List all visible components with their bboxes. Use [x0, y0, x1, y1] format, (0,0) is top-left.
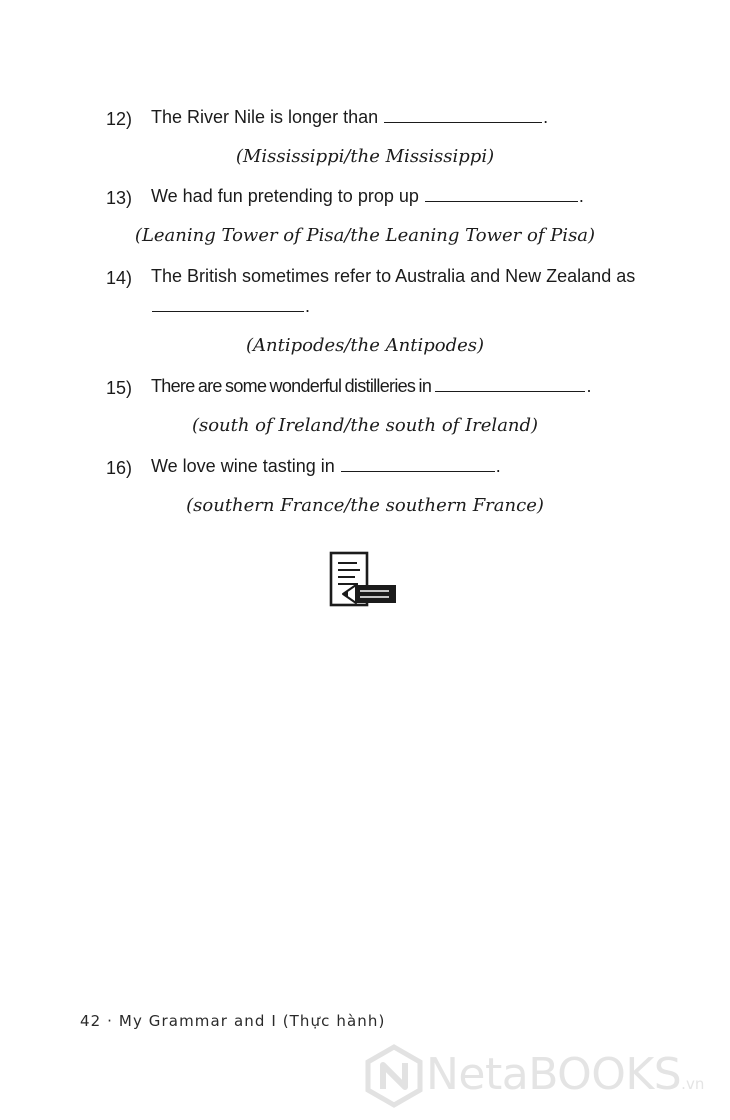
- netabooks-logo-icon: [364, 1044, 424, 1108]
- watermark-brand: NetaBOOKS: [426, 1049, 682, 1100]
- watermark-text: [426, 1048, 704, 1111]
- question-number: 16): [106, 458, 133, 478]
- question-text: [151, 371, 656, 401]
- answer-options: (south of Ireland/the south of Ireland): [191, 415, 539, 436]
- answer-blank[interactable]: [435, 376, 585, 392]
- question-prompt: There are some wonderful distilleries in: [151, 376, 432, 396]
- question-number: 13): [106, 188, 133, 208]
- answer-options: (Antipodes/the Antipodes): [245, 335, 485, 356]
- page-footer: [80, 1012, 385, 1030]
- footer-separator: ·: [107, 1012, 114, 1030]
- question-end: .: [543, 107, 549, 127]
- question-text: [151, 102, 656, 132]
- answer-blank[interactable]: [341, 456, 495, 472]
- page-number: 42: [80, 1012, 102, 1030]
- book-title: My Grammar and I (Thực hành): [118, 1012, 386, 1030]
- question-number: 12): [106, 109, 133, 129]
- question-prompt: We love wine tasting in: [151, 456, 335, 476]
- question-end: .: [495, 456, 501, 476]
- worksheet-pencil-icon: [329, 551, 399, 609]
- answer-options: (southern France/the southern France): [186, 495, 544, 516]
- question-end: .: [305, 296, 311, 316]
- publisher-watermark: [364, 1044, 705, 1110]
- answer-blank[interactable]: [384, 107, 542, 123]
- watermark-suffix: .vn: [681, 1075, 705, 1093]
- question-prompt: The British sometimes refer to Australia and New Zealand as: [151, 266, 636, 286]
- question-number: 15): [106, 378, 133, 398]
- question-text: [151, 181, 656, 211]
- answer-blank[interactable]: [425, 186, 578, 202]
- question-text: [151, 261, 656, 321]
- question-text: [151, 451, 656, 481]
- answer-blank[interactable]: [152, 296, 304, 312]
- question-end: .: [578, 186, 584, 206]
- question-end: .: [586, 376, 591, 396]
- question-number: 14): [106, 268, 133, 288]
- answer-options: (Mississippi/the Mississippi): [235, 146, 495, 167]
- question-prompt: We had fun pretending to prop up: [151, 186, 419, 206]
- answer-options: (Leaning Tower of Pisa/the Leaning Tower of Pisa): [134, 225, 596, 246]
- question-prompt: The River Nile is longer than: [151, 107, 379, 127]
